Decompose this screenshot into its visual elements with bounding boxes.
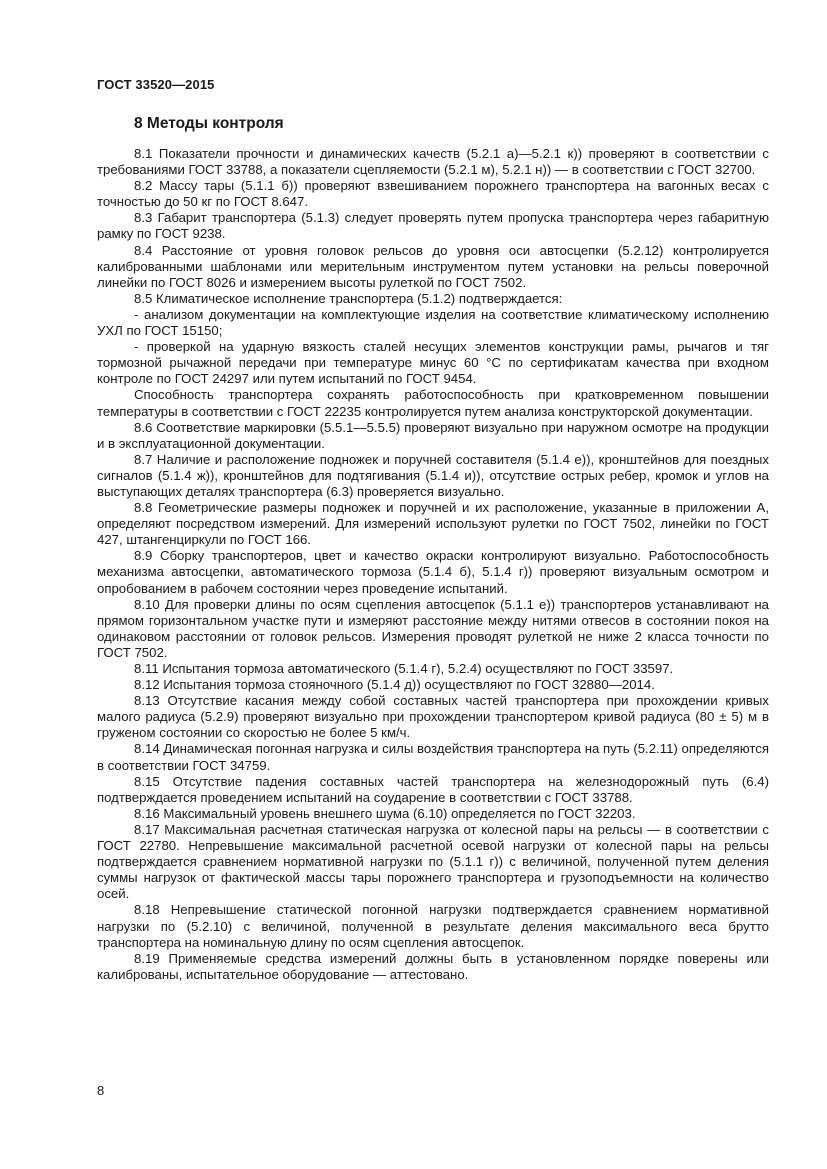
paragraph-8-9: 8.9 Сборку транспортеров, цвет и качество окраски контролируют визуально. Работоспособность механизма автосцепки, автоматического тормоза (5.1.4 б), 5.1.4 г)) проверяют визуальным осмотром и опробованием в рабочем состоянии через проведение испытаний.	[97, 548, 769, 596]
paragraph-heat-resistance: Способность транспортера сохранять работоспособность при кратковременном повышении температуры в соответствии с ГОСТ 22235 контролируется путем анализа конструкторской документации.	[97, 387, 769, 419]
paragraph-8-16: 8.16 Максимальный уровень внешнего шума (6.10) определяется по ГОСТ 32203.	[134, 805, 636, 821]
paragraph-8-14: 8.14 Динамическая погонная нагрузка и силы воздействия транспортера на путь (5.2.11) определяются в соответствии ГОСТ 34759.	[97, 741, 769, 773]
standard-header: ГОСТ 33520—2015	[97, 77, 215, 92]
paragraph-8-5: 8.5 Климатическое исполнение транспортера (5.1.2) подтверждается:	[134, 290, 563, 306]
paragraph-8-8: 8.8 Геометрические размеры подножек и поручней и их расположение, указанные в приложении А, определяют посредством измерений. Для измерений используют рулетки по ГОСТ 7502, линейки по ГОСТ 427, штангенциркули по ГОСТ 166.	[97, 500, 769, 548]
paragraph-8-6: 8.6 Соответствие маркировки (5.5.1—5.5.5) проверяют визуально при наружном осмотре на продукции и в эксплуатационной документации.	[97, 419, 769, 451]
paragraph-8-1: 8.1 Показатели прочности и динамических качеств (5.2.1 а)—5.2.1 к)) проверяют в соответствии с требованиями ГОСТ 33788, а показатели сцепляемости (5.2.1 м), 5.2.1 н)) — в соответствии с ГОСТ 32700.	[97, 146, 769, 178]
section-body	[97, 146, 769, 983]
paragraph-8-12: 8.12 Испытания тормоза стояночного (5.1.4 д)) осуществляют по ГОСТ 32880—2014.	[134, 677, 655, 693]
paragraph-8-10: 8.10 Для проверки длины по осям сцепления автосцепок (5.1.1 е)) транспортеров устанавливают на прямом горизонтальном участке пути и измеряют расстояние между нитями отвесов в состоянии покоя на одинаковом расстоянии от головок рельсов. Измерения проводят рулеткой не ниже 2 класса точности по ГОСТ 7502.	[97, 596, 769, 660]
paragraph-8-13: 8.13 Отсутствие касания между собой составных частей транспортера при прохождении кривых малого радиуса (5.2.9) проверяют визуально при прохождении транспортером кривой радиуса (80 ± 5) м в груженом состоянии со скоростью не более 5 км/ч.	[97, 693, 769, 741]
list-item-impact-test: - проверкой на ударную вязкость сталей несущих элементов конструкции рамы, рычагов и тяг тормозной рычажной передачи при температуре минус 60 °С по сертификатам качества при входном контроле по ГОСТ 24297 или путем испытаний по ГОСТ 9454.	[97, 339, 769, 387]
list-item-documentation: - анализом документации на комплектующие изделия на соответствие климатическому исполнению УХЛ по ГОСТ 15150;	[97, 306, 769, 339]
paragraph-8-2: 8.2 Массу тары (5.1.1 б)) проверяют взвешиванием порожнего транспортера на вагонных весах с точностью до 50 кг по ГОСТ 8.647.	[97, 178, 769, 210]
paragraph-8-17: 8.17 Максимальная расчетная статическая нагрузка от колесной пары на рельсы — в соответствии с ГОСТ 22780. Непревышение максимальной расчетной осевой нагрузки от колесной пары на рельсы подтверждается сравнением нормативной нагрузки по (5.1.1 г)) с величиной, полученной путем деления суммы нагрузок от фактической массы тары порожнего транспортера и грузоподъемности на количество осей.	[97, 821, 769, 902]
paragraph-8-11: 8.11 Испытания тормоза автоматического (5.1.4 г), 5.2.4) осуществляют по ГОСТ 33597.	[134, 661, 674, 676]
paragraph-8-18: 8.18 Непревышение статической погонной нагрузки подтверждается сравнением нормативной нагрузки по (5.2.10) с величиной, полученной в результате деления максимального веса брутто транспортера на номинальную длину по осям сцепления автосцепок.	[97, 902, 769, 950]
paragraph-8-15: 8.15 Отсутствие падения составных частей транспортера на железнодорожный путь (6.4) подтверждается проведением испытаний на соударение в соответствии с ГОСТ 33788.	[97, 773, 769, 805]
paragraph-8-19: 8.19 Применяемые средства измерений должны быть в установленном порядке поверены или калиброваны, испытательное оборудование — аттестовано.	[97, 950, 769, 982]
page-number: 8	[97, 1083, 105, 1098]
paragraph-8-3: 8.3 Габарит транспортера (5.1.3) следует проверять путем пропуска транспортера через габаритную рамку по ГОСТ 9238.	[97, 210, 769, 242]
paragraph-8-4: 8.4 Расстояние от уровня головок рельсов до уровня оси автосцепки (5.2.12) контролируется калиброванными шаблонами или мерительным инструментом путем установки на рельсы поверочной линейки по ГОСТ 8026 и измерением высоты рулеткой по ГОСТ 7502.	[97, 242, 769, 290]
section-title: 8 Методы контроля	[134, 115, 284, 132]
paragraph-8-7: 8.7 Наличие и расположение подножек и поручней составителя (5.1.4 е)), кронштейнов для поездных сигналов (5.1.4 ж)), кронштейнов для подтягивания (5.1.4 и)), отсутствие острых ребер, кромок и углов на выступающих деталях транспортера (6.3) проверяется визуально.	[97, 451, 769, 499]
